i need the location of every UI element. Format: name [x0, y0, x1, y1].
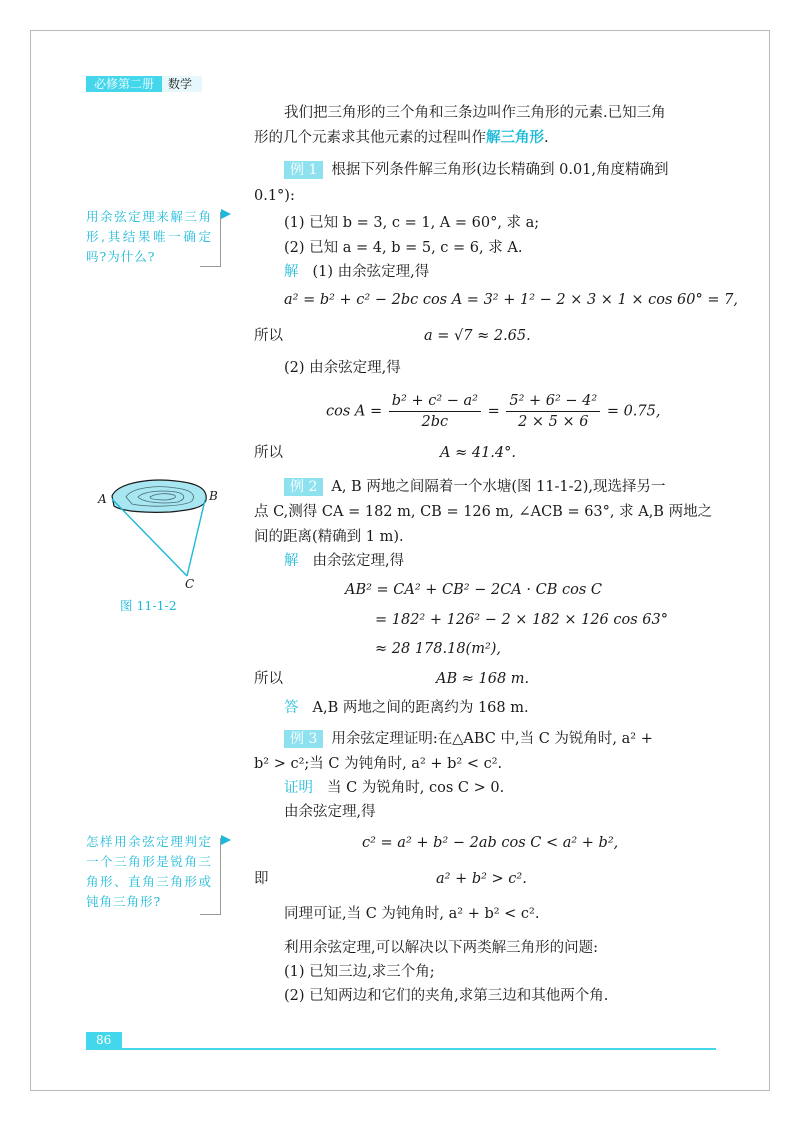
- note1-flag-icon: [221, 209, 231, 219]
- ex3-ji: 即: [254, 871, 269, 887]
- frame-bottom: [30, 1090, 770, 1091]
- eq2-rhs: = 0.75,: [606, 403, 661, 420]
- ex1-line1-text: 根据下列条件解三角形(边长精确到 0.01,角度精确到: [331, 162, 669, 178]
- ex3-eq2: a² + b² > c².: [436, 871, 527, 887]
- eq2-den2: 2 × 5 × 6: [518, 414, 589, 430]
- footer-rule: [122, 1048, 716, 1050]
- ex1-part2: (2) 已知 a = 4, b = 5, c = 6, 求 A.: [284, 240, 523, 256]
- intro-line2-suffix: .: [544, 130, 549, 146]
- intro-line1: 我们把三角形的三个角和三条边叫作三角形的元素.已知三角: [284, 105, 666, 121]
- ex3-proof-label: 证明: [284, 780, 313, 796]
- intro-line2-prefix: 形的几个元素求其他元素的过程叫作: [254, 130, 486, 146]
- ex3-proof: 当 C 为锐角时, cos C > 0.: [327, 780, 505, 796]
- ex1-so1-label: 所以: [254, 328, 283, 344]
- ex2-ans-line: [284, 698, 529, 718]
- ex2-ans-label: 答: [284, 700, 299, 716]
- eq2-num2: 5² + 6² − 4²: [506, 392, 600, 412]
- ex3-line1: [284, 729, 653, 749]
- ex3-proof-line: [284, 778, 504, 798]
- summary-item1: (1) 已知三边,求三个角;: [284, 964, 435, 980]
- margin-note-1: 用余弦定理来解三角形,其结果唯一确定吗?为什么?: [86, 209, 212, 264]
- book-title: 必修第二册: [86, 76, 162, 92]
- note2-flag-icon: [221, 835, 231, 845]
- ex2-eq-c: ≈ 28 178.18(m²),: [375, 641, 502, 657]
- label-c: C: [185, 577, 195, 590]
- ex1-eq2: [326, 392, 660, 431]
- ex3-tag: 例 3: [284, 730, 323, 748]
- ex2-line3: 间的距离(精确到 1 m).: [254, 529, 404, 545]
- ex3-line2: b² > c²;当 C 为钝角时, a² + b² < c².: [254, 756, 503, 772]
- ex1-eq1: a² = b² + c² − 2bc cos A = 3² + 1² − 2 × 3 × 1 × cos 60° = 7,: [284, 292, 738, 308]
- ex2-sol: 由余弦定理,得: [312, 553, 405, 569]
- side-bc: [187, 500, 205, 576]
- ex1-line1: [284, 160, 669, 180]
- ex3-by-law: 由余弦定理,得: [284, 804, 376, 820]
- ex2-so-eq: AB ≈ 168 m.: [436, 671, 530, 687]
- ex1-sol-line: [284, 262, 429, 282]
- ex1-so1-eq: a = √7 ≈ 2.65.: [424, 328, 531, 344]
- ex3-eq1: c² = a² + b² − 2ab cos C < a² + b²,: [362, 835, 619, 851]
- ex1-so2-label: 所以: [254, 445, 283, 461]
- label-b: B: [209, 489, 218, 503]
- ex2-line1-text: A, B 两地之间隔着一个水塘(图 11-1-2),现选择另一: [331, 479, 666, 495]
- label-a: A: [98, 492, 107, 506]
- ex3-similarly: 同理可证,当 C 为钝角时, a² + b² < c².: [284, 906, 540, 922]
- summary-line1: 利用余弦定理,可以解决以下两类解三角形的问题:: [284, 940, 598, 956]
- frame-right: [769, 30, 770, 1090]
- ex1-line2: 0.1°):: [254, 188, 295, 204]
- eq2-num1: b² + c² − a²: [389, 392, 481, 412]
- ex3-line1-text: 用余弦定理证明:在△ABC 中,当 C 为锐角时, a² +: [331, 731, 653, 747]
- eq2-frac2: [506, 392, 600, 431]
- eq2-eq: =: [487, 403, 500, 420]
- figure-caption: 图 11-1-2: [120, 598, 177, 613]
- note2-bracket: [200, 838, 221, 915]
- ex2-sol-label: 解: [284, 553, 299, 569]
- note1-bracket: [200, 212, 221, 267]
- header-badge: [86, 76, 202, 92]
- ex2-so-label: 所以: [254, 671, 283, 687]
- ex2-ans: A,B 两地之间的距离约为 168 m.: [312, 700, 529, 716]
- summary-item2: (2) 已知两边和它们的夹角,求第三边和其他两个角.: [284, 988, 609, 1004]
- subject-title: 数学: [162, 76, 202, 92]
- ex2-sol-line: [284, 551, 404, 571]
- ex1-sol2: (2) 由余弦定理,得: [284, 360, 401, 376]
- margin-note-2: 怎样用余弦定理判定一个三角形是锐角三角形、直角三角形或钝角三角形?: [86, 834, 212, 909]
- ex1-tag: 例 1: [284, 161, 323, 179]
- ex2-line1: [284, 477, 666, 497]
- term-solve-triangle: 解三角形: [486, 129, 544, 146]
- eq2-frac1: [389, 392, 481, 431]
- frame-left: [30, 30, 31, 1090]
- ex1-part1: (1) 已知 b = 3, c = 1, A = 60°, 求 a;: [284, 215, 540, 231]
- ex2-tag: 例 2: [284, 478, 323, 496]
- pond-figure: [92, 472, 222, 590]
- ex2-line2: 点 C,测得 CA = 182 m, CB = 126 m, ∠ACB = 63°, 求 A,B 两地之: [254, 504, 713, 520]
- ex1-sol1: (1) 由余弦定理,得: [312, 264, 430, 280]
- ex2-eq-a: AB² = CA² + CB² − 2CA · CB cos C: [345, 582, 602, 598]
- intro-line2: [254, 128, 549, 148]
- ex2-eq-b: = 182² + 126² − 2 × 182 × 126 cos 63°: [375, 612, 668, 628]
- eq2-den1: 2bc: [421, 414, 449, 430]
- ex1-sol-label: 解: [284, 264, 299, 280]
- frame-top: [30, 30, 770, 31]
- ex1-so2-eq: A ≈ 41.4°.: [440, 445, 516, 461]
- page-number: 86: [96, 1033, 112, 1047]
- eq2-lhs: cos A =: [326, 403, 383, 420]
